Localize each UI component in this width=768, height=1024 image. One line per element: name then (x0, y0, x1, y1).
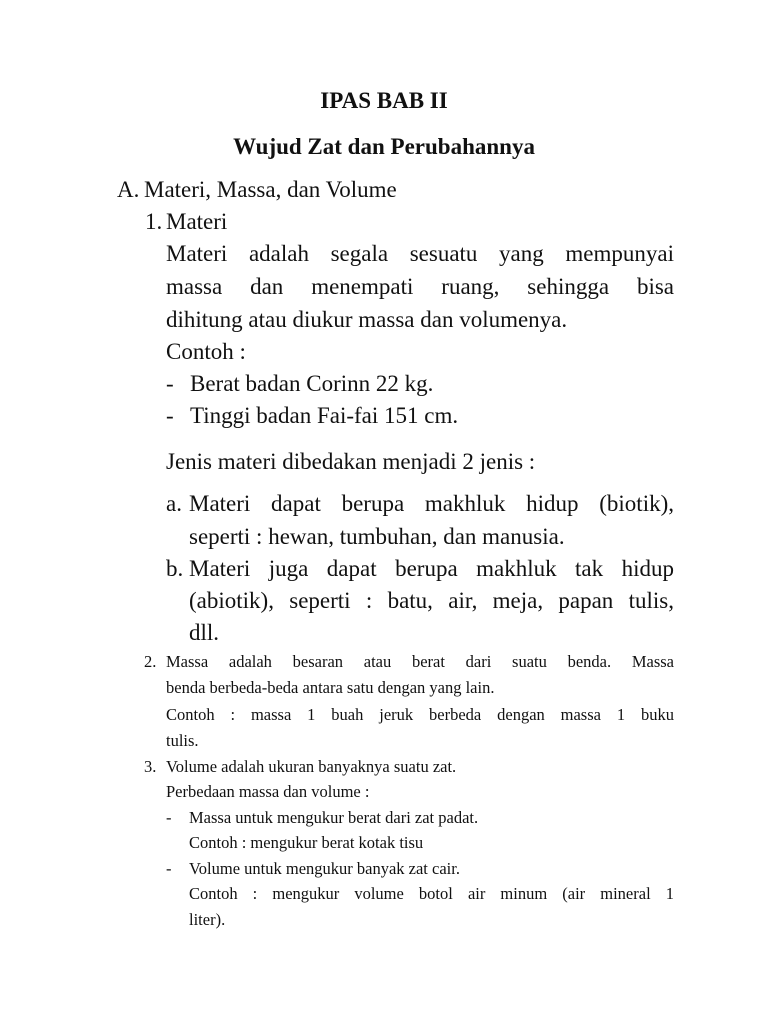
section-a-marker: A. (117, 177, 140, 202)
bullet-marker: - (166, 808, 172, 827)
item-1-para-line: dihitung atau diukur massa dan volumenya. (166, 307, 568, 332)
item-1-heading: Materi (166, 209, 228, 234)
bullet-marker: - (166, 403, 174, 428)
item-1-para-line: massa dan menempati ruang, sehingga bisa (166, 274, 674, 299)
bullet-text: Tinggi badan Fai-fai 151 cm. (190, 403, 459, 428)
document-title: IPAS BAB II (320, 88, 448, 113)
sub-b-line: dll. (189, 620, 220, 645)
item-3-marker: 3. (144, 757, 157, 776)
sub-a-line: seperti : hewan, tumbuhan, dan manusia. (189, 524, 565, 549)
item-2-line: benda berbeda-beda antara satu dengan yang lain. (166, 678, 495, 697)
item-2-marker: 2. (144, 652, 157, 671)
item-3-line: Perbedaan massa dan volume : (166, 782, 370, 801)
document-subtitle: Wujud Zat dan Perubahannya (233, 134, 535, 159)
sub-a-marker: a. (166, 491, 182, 516)
bullet-text: liter). (189, 910, 226, 929)
bullet-text: Massa untuk mengukur berat dari zat padat. (189, 808, 479, 827)
item-3-line: Volume adalah ukuran banyaknya suatu zat. (166, 757, 457, 776)
sub-b-line: (abiotik), seperti : batu, air, meja, papan tulis, (189, 588, 674, 613)
jenis-materi-text: Jenis materi dibedakan menjadi 2 jenis : (166, 449, 536, 474)
bullet-text: Contoh : mengukur volume botol air minum (air mineral 1 (189, 884, 674, 903)
item-1-marker: 1. (145, 209, 163, 234)
bullet-text: Volume untuk mengukur banyak zat cair. (189, 859, 460, 878)
sub-b-marker: b. (166, 556, 184, 581)
item-2-line: Massa adalah besaran atau berat dari suatu benda. Massa (166, 652, 674, 671)
section-a-heading: Materi, Massa, dan Volume (144, 177, 397, 202)
bullet-text: Berat badan Corinn 22 kg. (190, 371, 434, 396)
item-2-line: Contoh : massa 1 buah jeruk berbeda dengan massa 1 buku (166, 705, 674, 724)
sub-b-line: Materi juga dapat berupa makhluk tak hidup (189, 556, 674, 581)
bullet-marker: - (166, 371, 174, 396)
item-1-para-line: Materi adalah segala sesuatu yang mempunyai (166, 241, 674, 266)
item-2-line: tulis. (166, 731, 199, 750)
bullet-marker: - (166, 859, 172, 878)
sub-a-line: Materi dapat berupa makhluk hidup (biotik), (189, 491, 674, 516)
contoh-label: Contoh : (166, 339, 246, 364)
bullet-text: Contoh : mengukur berat kotak tisu (189, 833, 424, 852)
